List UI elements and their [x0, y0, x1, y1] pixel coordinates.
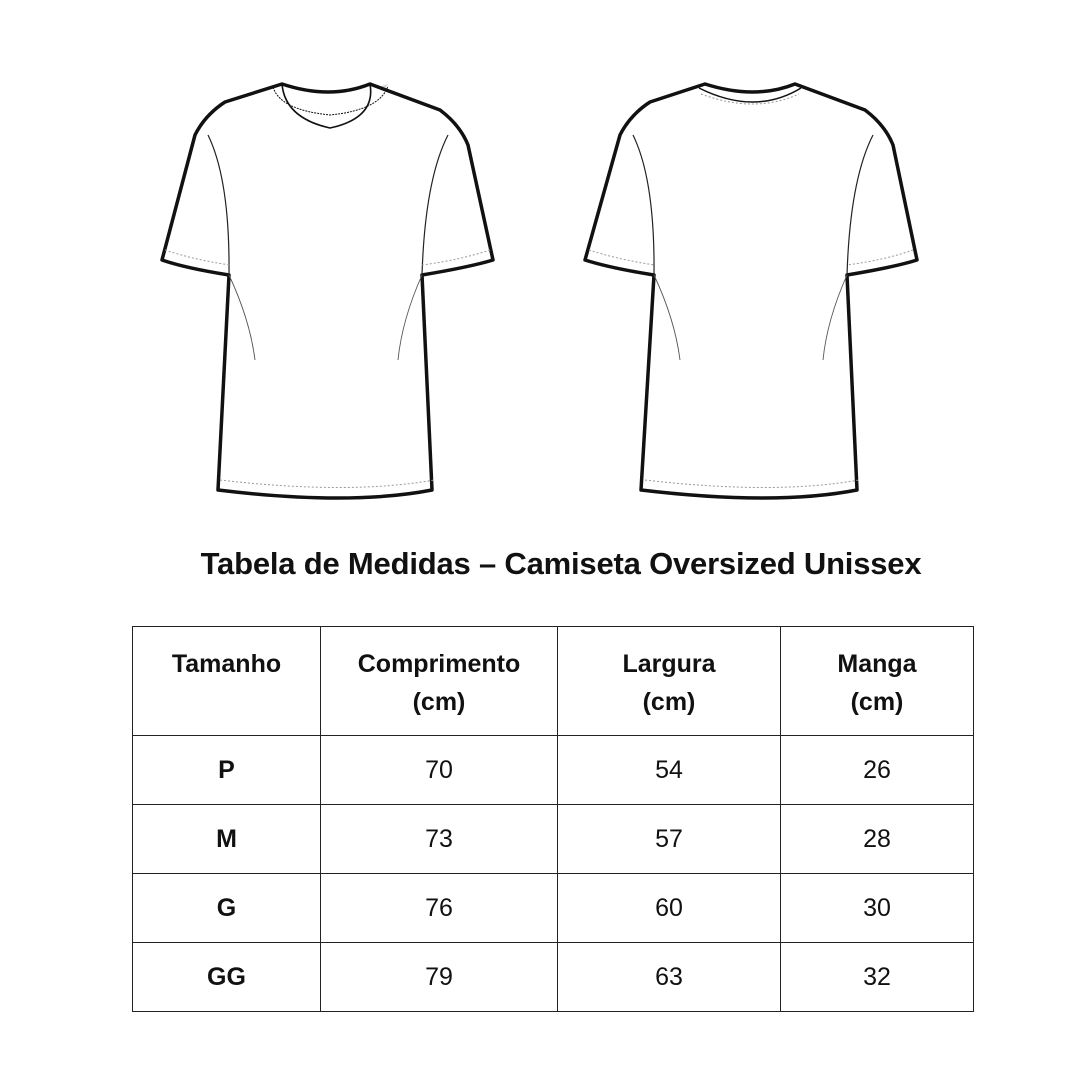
size-cell: GG — [133, 943, 321, 1012]
manga-cell: 32 — [781, 943, 974, 1012]
largura-cell: 60 — [558, 874, 781, 943]
header-unit: (cm) — [412, 688, 466, 716]
table-row — [133, 943, 974, 1012]
table-header-row — [133, 627, 974, 736]
header-label: Largura — [622, 650, 716, 678]
table-row — [133, 874, 974, 943]
header-manga — [781, 627, 974, 736]
tshirt-back-illustration — [575, 70, 935, 510]
comprimento-cell: 79 — [321, 943, 558, 1012]
header-comprimento — [321, 627, 558, 736]
manga-cell: 30 — [781, 874, 974, 943]
size-cell: M — [133, 805, 321, 874]
header-unit: (cm) — [642, 688, 696, 716]
header-label: Manga — [837, 650, 917, 678]
header-tamanho — [133, 627, 321, 736]
manga-cell: 28 — [781, 805, 974, 874]
largura-cell: 57 — [558, 805, 781, 874]
comprimento-cell: 76 — [321, 874, 558, 943]
size-chart-title: Tabela de Medidas – Camiseta Oversized Unissex — [200, 546, 922, 581]
table-row — [133, 805, 974, 874]
header-unit: (cm) — [850, 688, 904, 716]
table-row — [133, 736, 974, 805]
header-largura — [558, 627, 781, 736]
tshirt-front-illustration — [150, 70, 510, 510]
size-table — [132, 626, 974, 1012]
header-label: Comprimento — [357, 650, 521, 678]
size-cell: G — [133, 874, 321, 943]
size-cell: P — [133, 736, 321, 805]
header-label: Tamanho — [171, 650, 282, 678]
manga-cell: 26 — [781, 736, 974, 805]
largura-cell: 54 — [558, 736, 781, 805]
comprimento-cell: 70 — [321, 736, 558, 805]
largura-cell: 63 — [558, 943, 781, 1012]
comprimento-cell: 73 — [321, 805, 558, 874]
